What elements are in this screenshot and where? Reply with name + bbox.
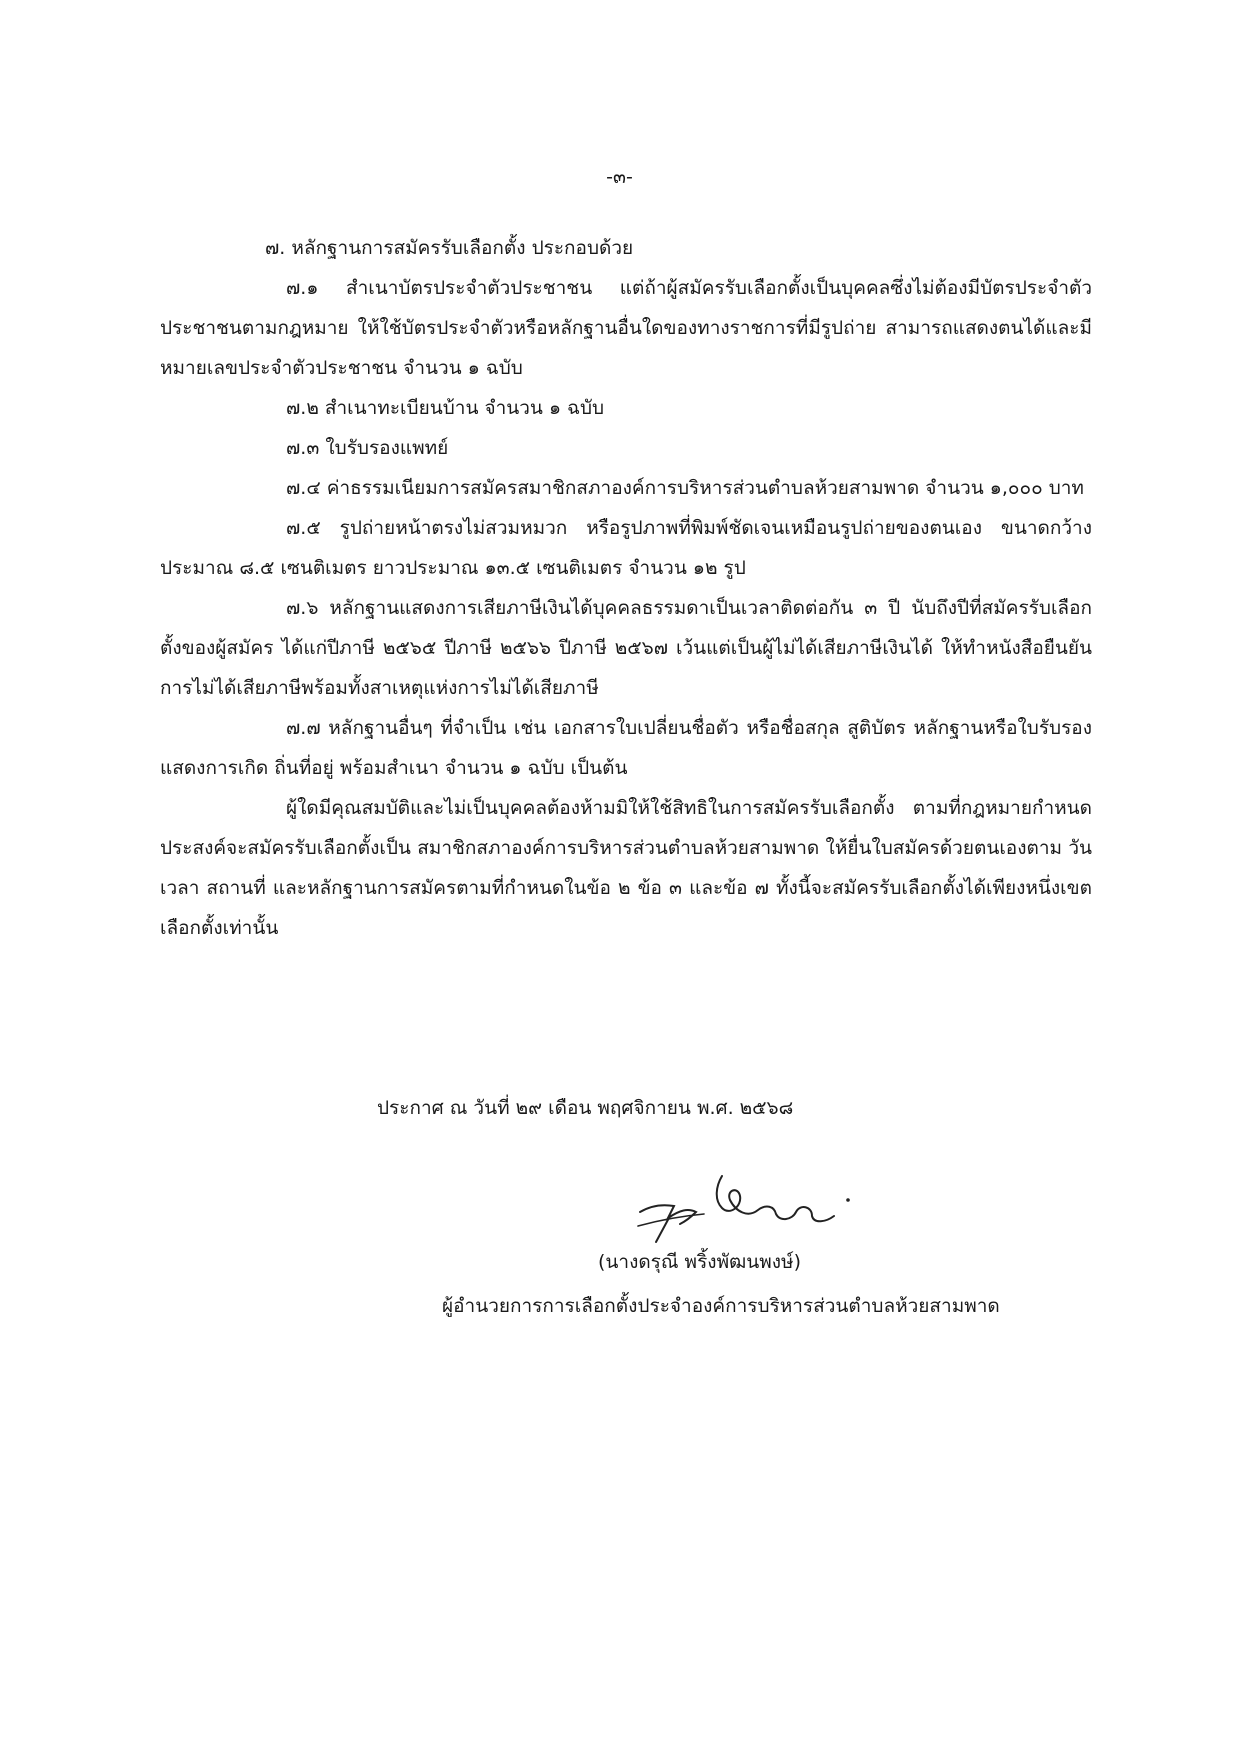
document-body bbox=[160, 228, 1092, 948]
announcement-date: ประกาศ ณ วันที่ ๒๙ เดือน พฤศจิกายน พ.ศ. ๒๕๖๘ bbox=[377, 1097, 794, 1119]
signatory-name: (นางดรุณี พริ้งพัฒนพงษ์) bbox=[598, 1251, 801, 1273]
handwritten-signature bbox=[630, 1166, 890, 1246]
item-7-heading: ๗. หลักฐานการสมัครรับเลือกตั้ง ประกอบด้วย bbox=[265, 237, 634, 259]
item-7-2: ๗.๒ สำเนาทะเบียนบ้าน จำนวน ๑ ฉบับ bbox=[286, 397, 605, 419]
item-7-6: ๗.๖ หลักฐานแสดงการเสียภาษีเงินได้บุคคลธรรมดาเป็นเวลาติดต่อกัน ๓ ปี นับถึงปีที่สมัครรับเลือกตั้งของผู้สมัคร ได้แก่ปีภาษี ๒๕๖๕ ปีภาษี ๒๕๖๖ ปีภาษี ๒๕๖๗ เว้นแต่เป็นผู้ไม่ได้เสียภาษีเงินได้ ให้ทำหนังสือยืนยันการไม่ได้เสียภาษีพร้อมทั้งสาเหตุแห่งการไม่ได้เสียภาษี bbox=[160, 597, 1092, 699]
item-7-7: ๗.๗ หลักฐานอื่นๆ ที่จำเป็น เช่น เอกสารใบเปลี่ยนชื่อตัว หรือชื่อสกุล สูติบัตร หลักฐานหรือใบรับรองแสดงการเกิด ถิ่นที่อยู่ พร้อมสำเนา จำนวน ๑ ฉบับ เป็นต้น bbox=[160, 717, 1092, 779]
closing-paragraph: ผู้ใดมีคุณสมบัติและไม่เป็นบุคคลต้องห้ามมิให้ใช้สิทธิในการสมัครรับเลือกตั้ง ตามที่กฎหมายกำหนด ประสงค์จะสมัครรับเลือกตั้งเป็น สมาชิกสภาองค์การบริหารส่วนตำบลห้วยสามพาด ให้ยื่นใบสมัครด้วยตนเองตาม วัน เวลา สถานที่ และหลักฐานการสมัครตามที่กำหนดในข้อ ๒ ข้อ ๓ และข้อ ๗ ทั้งนี้จะสมัครรับเลือกตั้งได้เพียงหนึ่งเขตเลือกตั้งเท่านั้น bbox=[160, 797, 1092, 939]
item-7-1: ๗.๑ สำเนาบัตรประจำตัวประชาชน แต่ถ้าผู้สมัครรับเลือกตั้งเป็นบุคคลซึ่งไม่ต้องมีบัตรประจำตัวประชาชนตามกฎหมาย ให้ใช้บัตรประจำตัวหรือหลักฐานอื่นใดของทางราชการที่มีรูปถ่าย สามารถแสดงตนได้และมีหมายเลขประจำตัวประชาชน จำนวน ๑ ฉบับ bbox=[160, 277, 1092, 379]
item-7-3: ๗.๓ ใบรับรองแพทย์ bbox=[286, 437, 449, 459]
signatory-title: ผู้อำนวยการการเลือกตั้งประจำองค์การบริหารส่วนตำบลห้วยสามพาด bbox=[442, 1295, 1000, 1317]
item-7-4: ๗.๔ ค่าธรรมเนียมการสมัครสมาชิกสภาองค์การบริหารส่วนตำบลห้วยสามพาด จำนวน ๑,๐๐๐ บาท bbox=[286, 477, 1084, 499]
item-7-5: ๗.๕ รูปถ่ายหน้าตรงไม่สวมหมวก หรือรูปภาพที่พิมพ์ชัดเจนเหมือนรูปถ่ายของตนเอง ขนาดกว้างประมาณ ๘.๕ เซนติเมตร ยาวประมาณ ๑๓.๕ เซนติเมตร จำนวน ๑๒ รูป bbox=[160, 517, 1092, 579]
page-number: -๓- bbox=[606, 166, 633, 188]
